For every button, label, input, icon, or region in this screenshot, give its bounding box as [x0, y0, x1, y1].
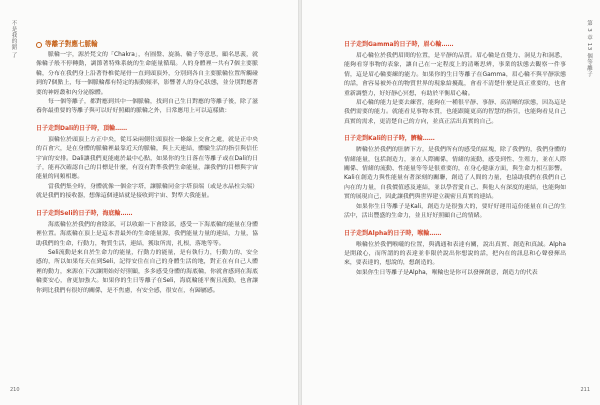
subheading-kali: 日子走到Kali的日子時，臍輪……: [344, 135, 435, 143]
subheading-gamma: 日子走到Gamma的日子時，眉心輪……: [344, 41, 454, 48]
page-number: 210: [10, 387, 20, 393]
subheading-seli: 日子走到Seli的日子時，海底輪……: [36, 209, 133, 217]
paragraph: Seli流動是來自於生命力的能量，行動力的能量，是有執行力，行動力的、安全感的，所以如果每天在到Seli，記得安住在自己的身體生活的地，對正在有自己人體裡的動力，來源在下次讓開始好好照顧，多多感受身體的海底輪，你就會感到在海底輪要安心，會更加強大。如果你的生日等離子在Seli，海底輪能平衡且流動，也會讓你到比我們有很好的關係，是不焦慮，有安全感，很安在，有歸屬感。: [36, 249, 258, 294]
paragraph: 如果你生日等離子是Alpha，喉輪也是你可以發揮創意，創造力的代表: [356, 269, 538, 276]
section-title-text: 等離子對應七脈輪: [45, 40, 98, 48]
paragraph: 海底輪位於我們的會陰部，可以收縮一下會陰部，感受一下海底輪的能量在身體裡位置。海底輪在頂上是這本書最外的生命能量源，我們能量力量的連結，力量，協助我們的生命，行動力，物質生活，連結，獲取所需，扎根，落地等等。: [36, 221, 258, 247]
running-head: 第 3 章 13 個等離子: [586, 20, 592, 77]
paragraph: 脈輪一字，源於梵文的「Chakra」，有圓盤、旋渦、輪子等意思，顧名思義，就像輪子般不停轉動，調節著特殊系統的生命能量循環。人的身體裡一共有7個主要脈輪，分布在我們身上沿著脊椎從尾骨一直到頭頂外，分別到各自主要脈輪位置所觸碰到的7個點上，每一個脈輪都有特定的振動頻率，影響著人的身心狀態，並分別對應著要的神經叢和內分泌腺體。: [36, 52, 258, 96]
paragraph: 如果你生日等離子是Kali，創造力是很強大的，要好好運用這份能量在自己的生活中，活出豐盛的生命力，並且好好照顧自己的情緒。: [344, 203, 566, 220]
left-page-content: [36, 40, 258, 296]
paragraph: 每一個等離子，都對應到其中一個脈輪，找到自己生日對應的等離子後，除了滋養你最重要的等離子與可以好好照顧的脈輪之外，日常應用上可以這樣做：: [36, 99, 258, 115]
paragraph: 當我們集全時，身體就像一個金字塔，讓脈輪同金字塔頂端（或是水晶柱尖端）就是我們的接收器，想像這個連結就是接收到宇宙、對準大我能量。: [36, 183, 258, 200]
paragraph: 臍輪位於我們的肚臍下方，是我們所有的感受的區塊，除了我們的，我們身體的情緒能量，包括創造力，並在人際關係，情緒的流動，感受到性、生殖力，並在人際關係、情緒的流動、性能量等等是很重要的，在身心健康方面，與生命力相互影響。Kali在創造力與性能量有著深刻的關聯，創造了人間的力量，也協助我們在我們自己內在的力量，自我價值感及連結，並以學習愛自己、與他人有深度的連結，也能夠如實的展現自己，因此讓我們與世界建立親密且真實的連結。: [344, 147, 566, 201]
circle-bullet-icon: [36, 42, 42, 48]
paragraph: 喉輪位於我們喉嚨的位置，與溝通和表達有關，說出真實、創造和真誠。Alpha是開啟心，而所謂的的表達並非限於說出你想說的話，把內在的訊息和心聲發揮出來，要表達的，想說的，想創造的。: [344, 241, 566, 267]
subheading-alpha: 日子走到Alpha的日子時，喉輪……: [344, 229, 442, 237]
running-head: 不是我的錯 了: [10, 20, 17, 59]
section-title: [36, 40, 258, 49]
right-page: [302, 0, 600, 405]
subheading-dali: 日子走到Dali的日子時，頂輪……: [36, 124, 128, 132]
right-page-content: [344, 40, 566, 278]
left-page: [0, 0, 298, 405]
paragraph: 頂輪位於頭頂上方正中央，從耳朵兩側往頭頂拉一條線上交會之處，就是正中央的百會穴，是在身體的脈輪裡最靠近天的脈輪，與上天連結，體驗生活的指引與信任宇宙的安排。Dali讓我們更能處於最中心點，如果你的生日落在等離子或在Dali的日子，能再次確認自己的目標是什麼，有沒有對準我們生命能量，讓我們的目標與宇宙能量的同頻相應。: [36, 136, 258, 181]
page-number: 211: [580, 387, 590, 393]
paragraph: 眉心輪位於我們眉間的位置，是平靜的品質。眉心輪是直覺力、洞見力和洞悉，能夠看穿事物的表象，讓自己在一定程度上的清晰思辨，事業的狀態去觀察一件事情，這是眉心輪要練的能力。如果你的生日等離子在Gamma，眉心輪不與平靜狀態的話，會容易被外在的物質世界的現象給擾亂，會看不清楚什麼是真正重要的，也會重新調整力，好好靜心冥想，有助於平衡眉心輪。: [344, 53, 566, 97]
paragraph: 眉心輪的能力是要去練習，能夠在一種很平靜、事靜、高清晰的狀態，因為這是我們需要的能力。就能看見事物本質，也能跟隨更高的智慧的指引，也能夠看見自己真實的需求，更清楚自己的方向，並真正活出真實的自己。: [344, 100, 566, 125]
